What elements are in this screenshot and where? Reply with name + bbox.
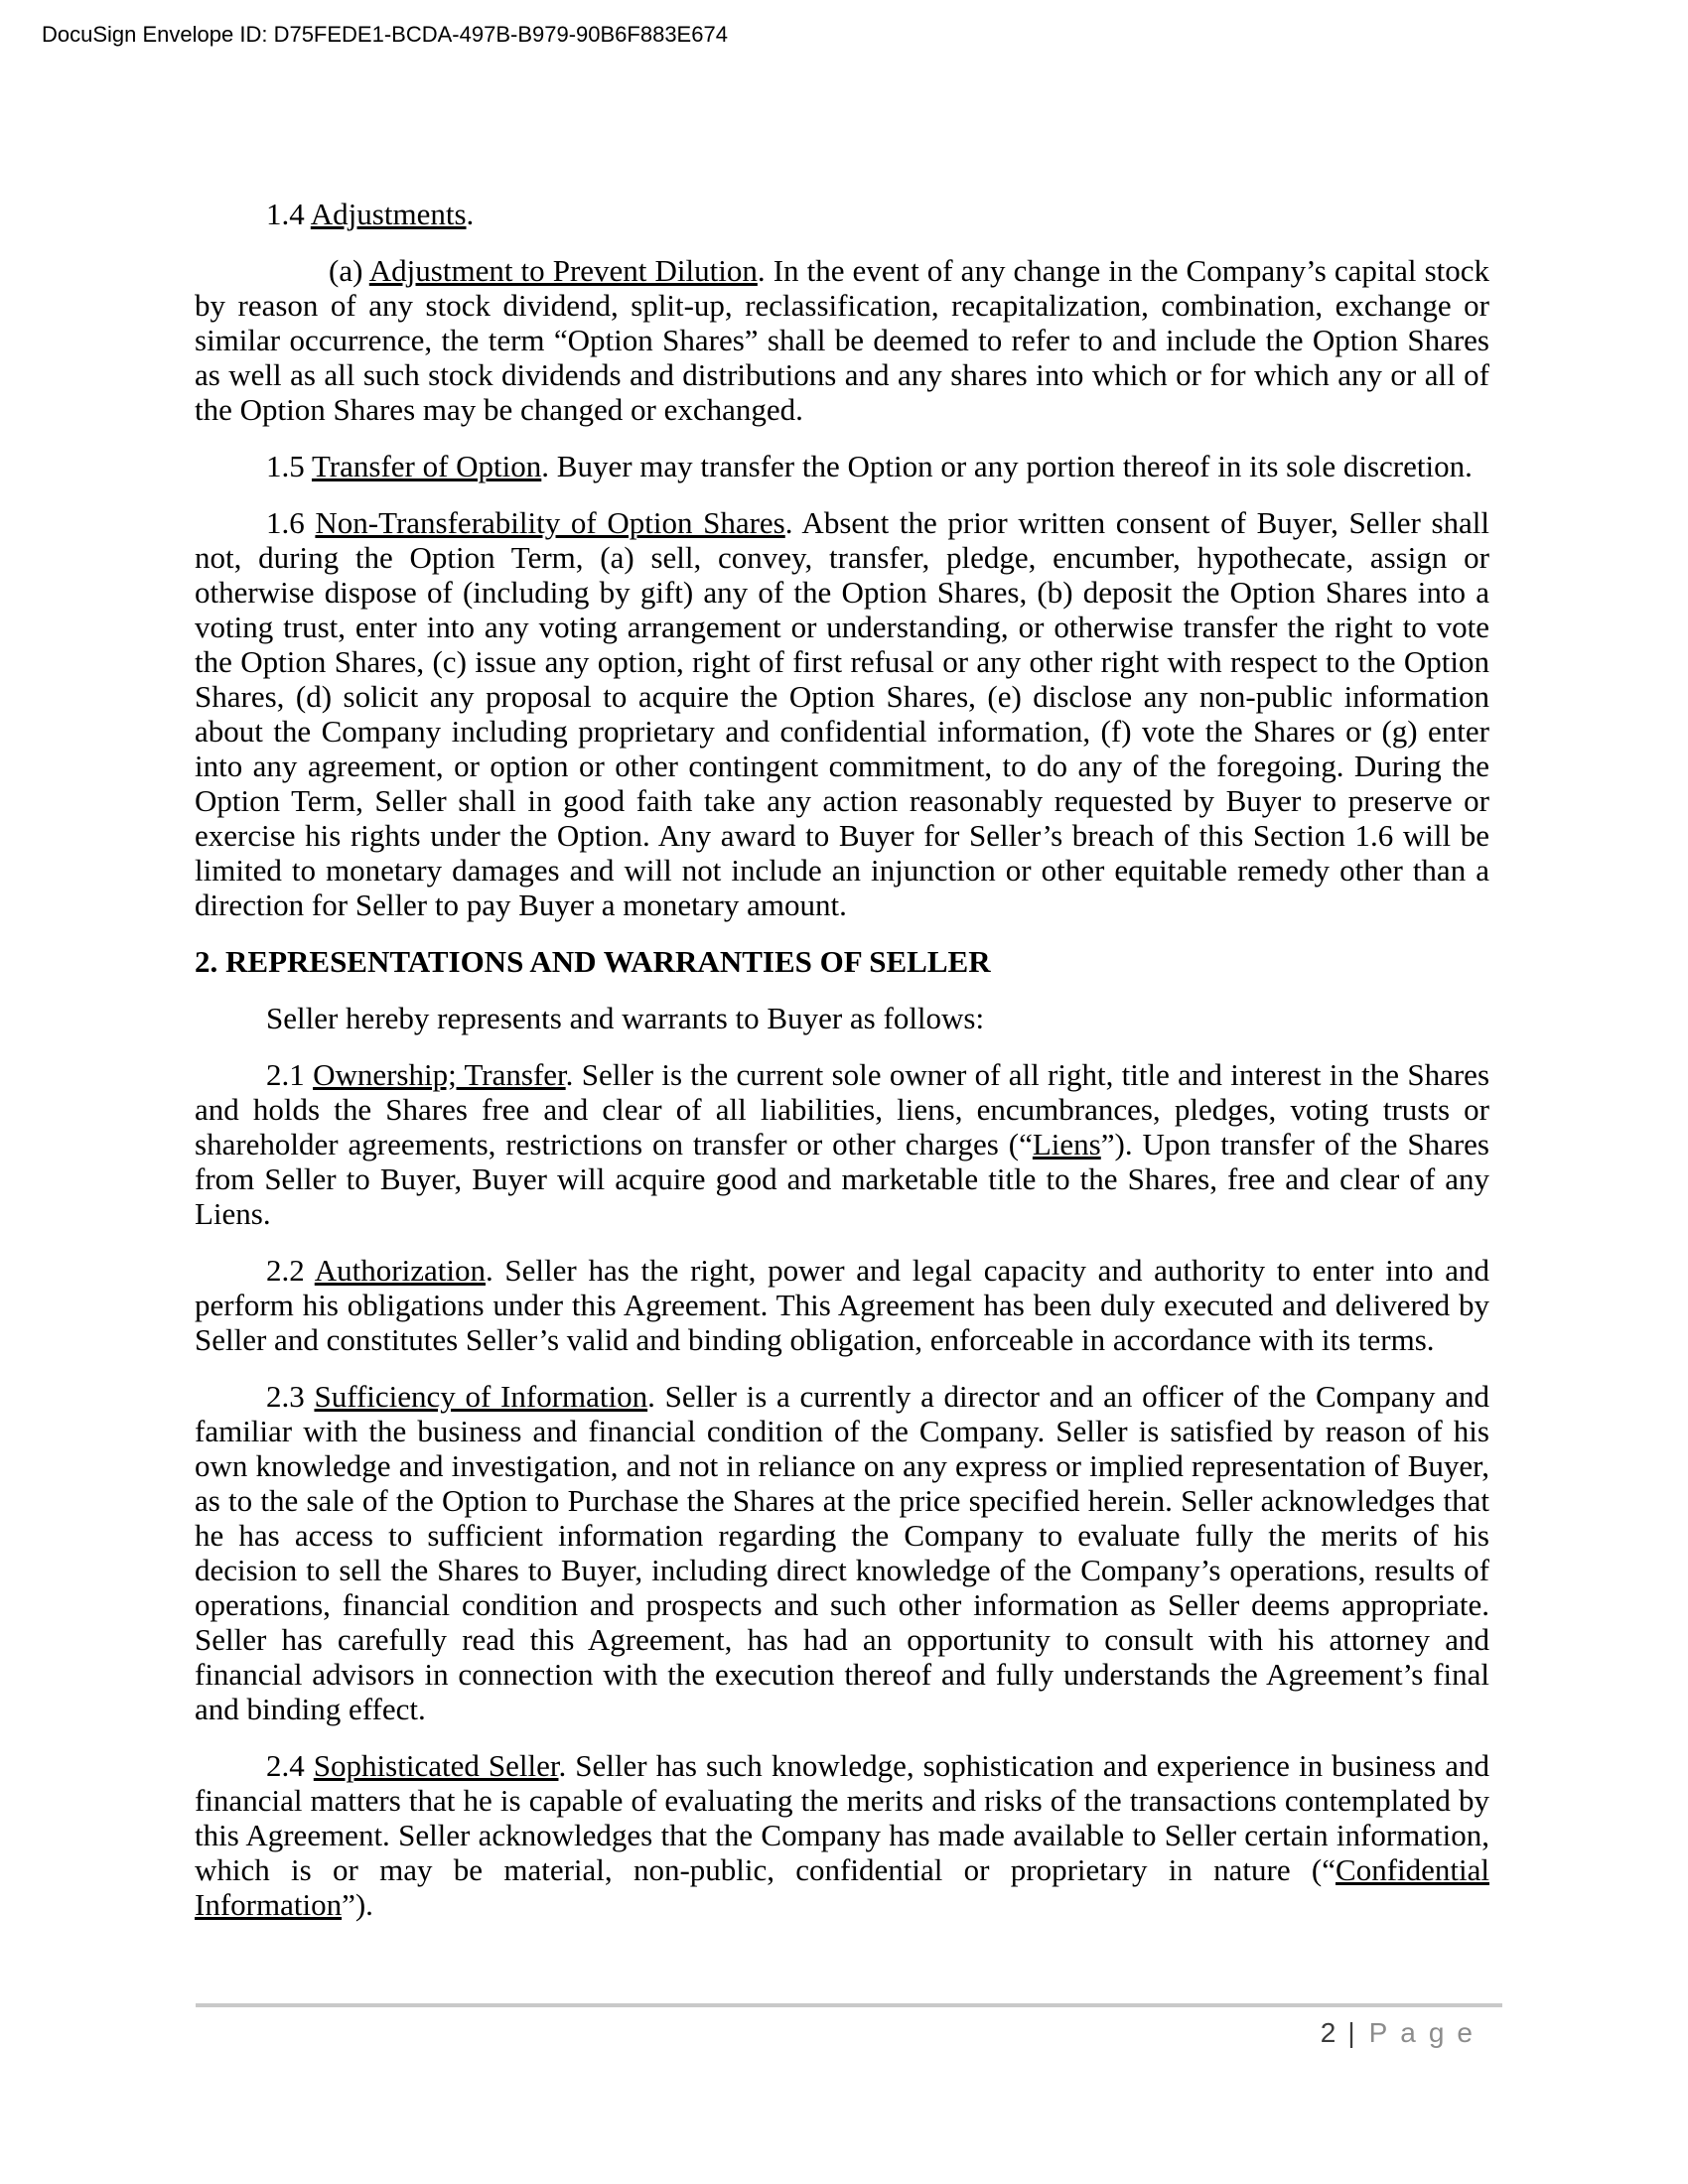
section-number: 2.4 [266,1748,314,1783]
section-2-intro: Seller hereby represents and warrants to Buyer as follows: [266,1001,985,1035]
section-number: 2.2 [266,1253,315,1288]
section-title: Authorization [314,1253,486,1288]
section-number: 2.3 [266,1379,315,1414]
section-number: 1.4 [266,197,311,231]
section-1-5: 1.5 Transfer of Option. Buyer may transfer the Option or any portion thereof in its sole discretion. [266,449,1473,483]
paragraph-1-4-a: (a) Adjustment to Prevent Dilution. In the event of any change in the Company’s capital stock by reason of any stock dividend, split-up, reclassification, recapitalization, combination, exchange or similar occurrence, the term “Option Shares” shall be deemed to refer to and include the Option Shares as well as all such stock dividends and distributions and any shares into which or for which any or all of the Option Shares may be changed or exchanged. [195,253,1489,427]
defined-term-confidential-information: Confidential Information [195,1852,1489,1922]
section-title: Sophisticated Seller [313,1748,559,1783]
section-2-2: 2.2 Authorization. Seller has the right, power and legal capacity and authority to enter into and perform his obligations under this Agreement. This Agreement has been duly executed and delivered by Seller and constitutes Seller’s valid and binding obligation, enforceable in accordance with its terms. [195,1253,1489,1357]
page-number-separator: | [1347,2017,1355,2048]
section-title: Sufficiency of Information [314,1379,648,1414]
document-body [195,197,1489,1944]
docusign-envelope-id: DocuSign Envelope ID: D75FEDE1-BCDA-497B-B979-90B6F883E674 [42,22,728,47]
section-title: Transfer of Option [311,449,542,483]
section-number: 2.1 [266,1057,314,1092]
section-2-3: 2.3 Sufficiency of Information. Seller is a currently a director and an officer of the Company and familiar with the business and financial condition of the Company. Seller is satisfied by reason of his own knowledge and investigation, and not in reliance on any express or implied representation of Buyer, as to the sale of the Option to Purchase the Shares at the price specified herein. Seller acknowledges that he has access to sufficient information regarding the Company to evaluate fully the merits of his decision to sell the Shares to Buyer, including direct knowledge of the Company’s operations, results of operations, financial condition and prospects and such other information as Seller deems appropriate. Seller has carefully read this Agreement, has had an opportunity to consult with his attorney and financial advisors in connection with the execution thereof and fully understands the Agreement’s final and binding effect. [195,1379,1489,1726]
section-number: 1.6 [266,505,316,540]
section-number: 1.5 [266,449,312,483]
section-1-4-heading: 1.4 Adjustments. [266,197,475,231]
defined-term-liens: Liens [1032,1127,1101,1161]
section-2-1: 2.1 Ownership; Transfer. Seller is the current sole owner of all right, title and interest in the Shares and holds the Shares free and clear of all liabilities, liens, encumbrances, pledges, voting trusts or shareholder agreements, restrictions on transfer or other charges (“Liens”). Upon transfer of the Shares from Seller to Buyer, Buyer will acquire good and marketable title to the Shares, free and clear of any Liens. [195,1057,1490,1231]
section-title: Non-Transferability of Option Shares [315,505,785,540]
section-title: Adjustments [310,197,467,231]
page-number-value: 2 [1320,2017,1336,2048]
footer-divider [196,2003,1502,2007]
clause-letter: (a) [329,253,369,288]
page-number [1321,2017,1485,2049]
page-number-label: Page [1368,2017,1485,2048]
section-title: Ownership; Transfer [313,1057,566,1092]
section-1-6: 1.6 Non-Transferability of Option Shares. Absent the prior written consent of Buyer, Seller shall not, during the Option Term, (a) sell, convey, transfer, pledge, encumber, hypothecate, assign or otherwise dispose of (including by gift) any of the Option Shares, (b) deposit the Option Shares into a voting trust, enter into any voting arrangement or understanding, or otherwise transfer the right to vote the Option Shares, (c) issue any option, right of first refusal or any other right with respect to the Option Shares, (d) solicit any proposal to acquire the Option Shares, (e) disclose any non-public information about the Company including proprietary and confidential information, (f) vote the Shares or (g) enter into any agreement, or option or other contingent commitment, to do any of the foregoing. During the Option Term, Seller shall in good faith take any action reasonably requested by Buyer to preserve or exercise his rights under the Option. Any award to Buyer for Seller’s breach of this Section 1.6 will be limited to monetary damages and will not include an injunction or other equitable remedy other than a direction for Seller to pay Buyer a monetary amount. [195,505,1490,922]
clause-title: Adjustment to Prevent Dilution [368,253,758,288]
section-2-heading: 2. REPRESENTATIONS AND WARRANTIES OF SELLER [195,944,991,979]
section-2-4: 2.4 Sophisticated Seller. Seller has such knowledge, sophistication and experience in business and financial matters that he is capable of evaluating the merits and risks of the transactions contemplated by this Agreement. Seller acknowledges that the Company has made available to Seller certain information, which is or may be material, non-public, confidential or proprietary in nature (“Confidential Information”). [195,1748,1489,1922]
